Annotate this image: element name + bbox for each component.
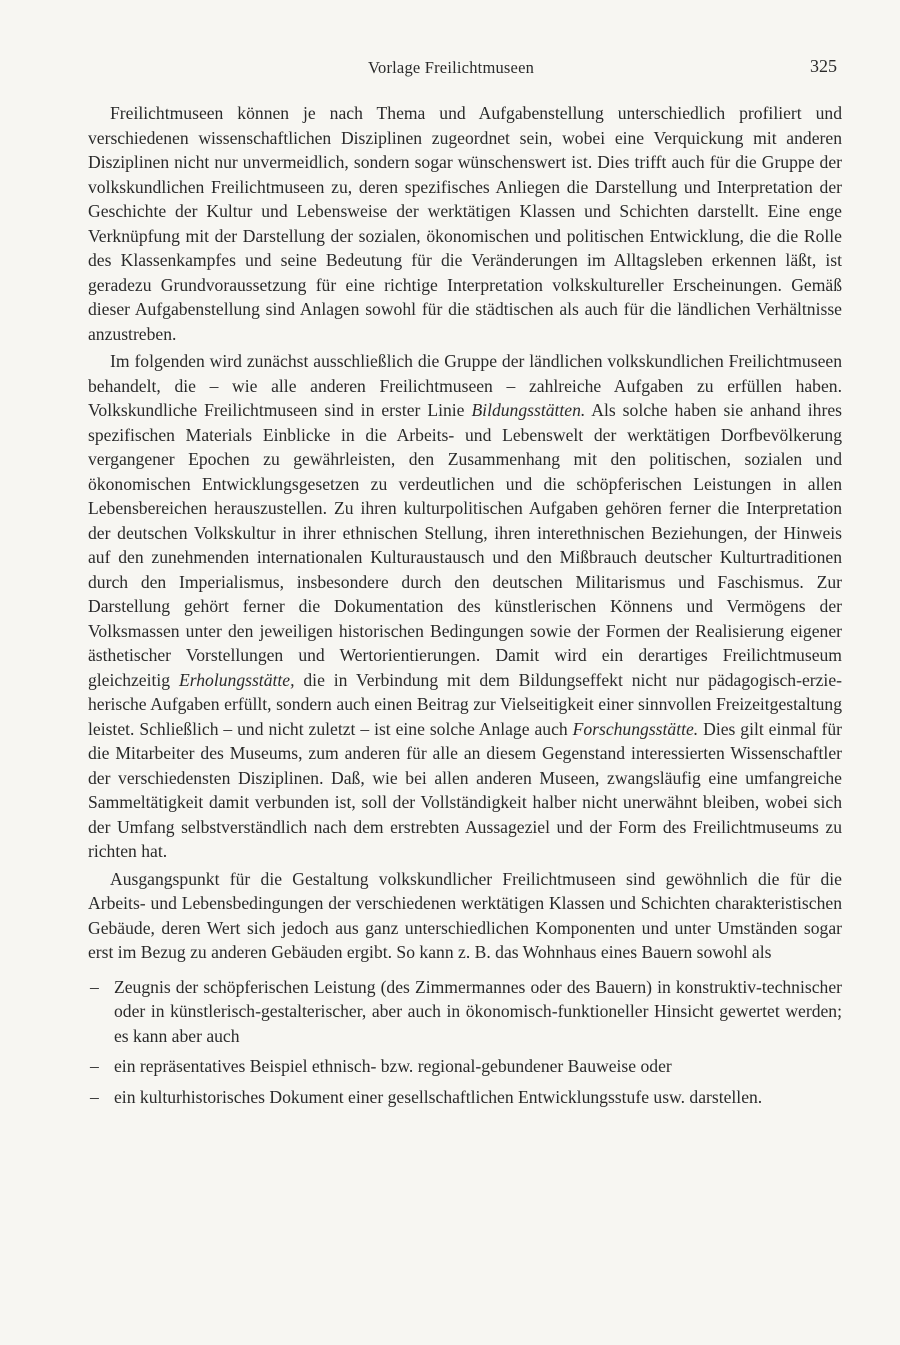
list-item bbox=[88, 975, 842, 1049]
list-item-text: Zeugnis der schöpferischen Leistung (des Zimmermannes oder des Bauern) in konstruktiv-technischer oder in künstlerisch-gestalterischer, aber auch in ökonomisch-funktioneller Hinsicht gewertet werden; es kann aber auch bbox=[114, 976, 842, 1046]
list-item bbox=[88, 1085, 842, 1110]
paragraph-2-text-3: die in Verbindung mit dem Bildungseffekt nicht nur pädagogisch-erzieherische Aufgaben erfüllt, sondern auch einen Beitrag zur Vielseitigkeit einer sinnvollen Freizeitgestaltung leistet. Schließlich – und nicht zuletzt – ist eine solche Anlage auch bbox=[88, 669, 842, 739]
running-head: Vorlage Freilichtmuseen bbox=[368, 58, 535, 77]
list-dash: – bbox=[90, 1086, 99, 1107]
paragraph-2-text-4: Dies gilt einmal für die Mitarbeiter des Museums, zum anderen für alle an diesem Gegenstand interessierten Wissenschaftler der verschiedensten Disziplinen. Daß, wie bei allen anderen Museen, zwangsläufig eine umfangreiche Sammeltätigkeit damit verbunden ist, soll der Vollständigkeit halber nicht unerwähnt bleiben, wobei sich der Umfang selbstverständlich nach dem erstrebten Aussageziel und der Form des Freilichtmuseums zu richten hat. bbox=[88, 718, 842, 861]
paragraph-1: Freilichtmuseen können je nach Thema und Aufgabenstellung unterschiedlich profiliert und verschiedenen wissenschaftlichen Disziplinen zugeordnet sein, wobei eine Verquickung mit anderen Disziplinen nicht nur unvermeidlich, sondern sogar wünschenswert ist. Dies trifft auch für die Gruppe der volkskundlichen Freilichtmuseen zu, deren spezifisches Anliegen die Darstellung und Interpretation der Geschichte der Kultur und Lebensweise der werktätigen Klassen und Schichten darstellt. Eine enge Verknüpfung mit der Darstellung der sozialen, ökonomischen und politischen Entwicklung, die die Rolle des Klassenkampfes und seine Bedeutung für die Veränderungen im Alltagsleben erkennen läßt, ist geradezu Grundvoraussetzung für eine richtige Interpretation volkskultureller Erscheinungen. Gemäß dieser Aufgabenstellung sind Anlagen sowohl für die städtischen als auch für die ländlichen Verhältnisse anzustreben. bbox=[88, 103, 842, 344]
page-number: 325 bbox=[810, 56, 837, 76]
body-text bbox=[88, 101, 842, 1115]
emphasis-forschungsstaette: Forschungsstätte. bbox=[572, 718, 699, 739]
paragraph-3: Ausgangspunkt für die Gestaltung volkskundlicher Freilichtmuseen sind gewöhnlich die für die Arbeits- und Lebensbedingungen der verschiedenen werktätigen Klassen und Schichten charakteristischen Gebäude, deren Wert sich jedoch aus ganz unterschiedlichen Komponenten und unter Umständen sogar erst im Bezug zu anderen Gebäuden ergibt. So kann z. B. das Wohnhaus eines Bauern sowohl als bbox=[88, 868, 842, 962]
emphasis-bildungsstaetten: Bildungsstätten. bbox=[471, 400, 586, 420]
dash-list bbox=[88, 975, 842, 1110]
paragraph-2-text-1: Im folgenden wird zunächst ausschließlich die Gruppe der ländlichen volkskundlichen Freilichtmuseen behandelt, die – wie alle anderen Freilichtmuseen – zahlreiche Aufgaben zu erfüllen haben. Volkskundliche Freilichtmuseen sind in erster Linie bbox=[88, 351, 842, 420]
paragraph-2-text-2: Als solche haben sie anhand ihres spezifischen Materials Einblicke in die Arbeits- und Lebenswelt der werktätigen Dorfbevölkerung vergangener Epochen zu gewährleisten, den Zusammenhang mit den politischen, sozialen und ökonomischen Entwicklungsgesetzen zu verdeutlichen und die schöpferischen Leistungen in allen Lebensbereichen herauszustellen. Zu ihren kulturpolitischen Aufgaben gehören ferner die Interpretation der deutschen Volkskultur in ihrer ethnischen Stellung, ihren interethnischen Beziehungen, der Hinweis auf den zunehmenden internationalen Kulturaustausch und den Mißbrauch deutscher Kulturtraditionen durch den Imperialismus, insbesondere durch den deutschen Militarismus und Faschismus. Zur Darstellung gehört ferner die Dokumentation des künstlerischen Könnens und Vermögens der Volksmassen unter den jeweiligen historischen Bedingungen sowie der Formen der Realisierung eigener ästhetischer Vorstellungen und Wertorientierungen. Damit wird ein derartiges Freilichtmuseum gleichzeitig bbox=[88, 400, 842, 690]
emphasis-erholungsstaette: Erholungsstätte, bbox=[178, 669, 295, 690]
list-item bbox=[88, 1054, 842, 1079]
list-item-text: ein kulturhistorisches Dokument einer gesellschaftlichen Entwicklungsstufe usw. darstellen. bbox=[114, 1086, 763, 1107]
list-item-text: ein repräsentatives Beispiel ethnisch- bzw. regional-gebundener Bauweise oder bbox=[114, 1056, 672, 1076]
list-dash: – bbox=[90, 1056, 99, 1076]
list-dash: – bbox=[90, 976, 99, 997]
paragraph-2 bbox=[88, 349, 842, 864]
